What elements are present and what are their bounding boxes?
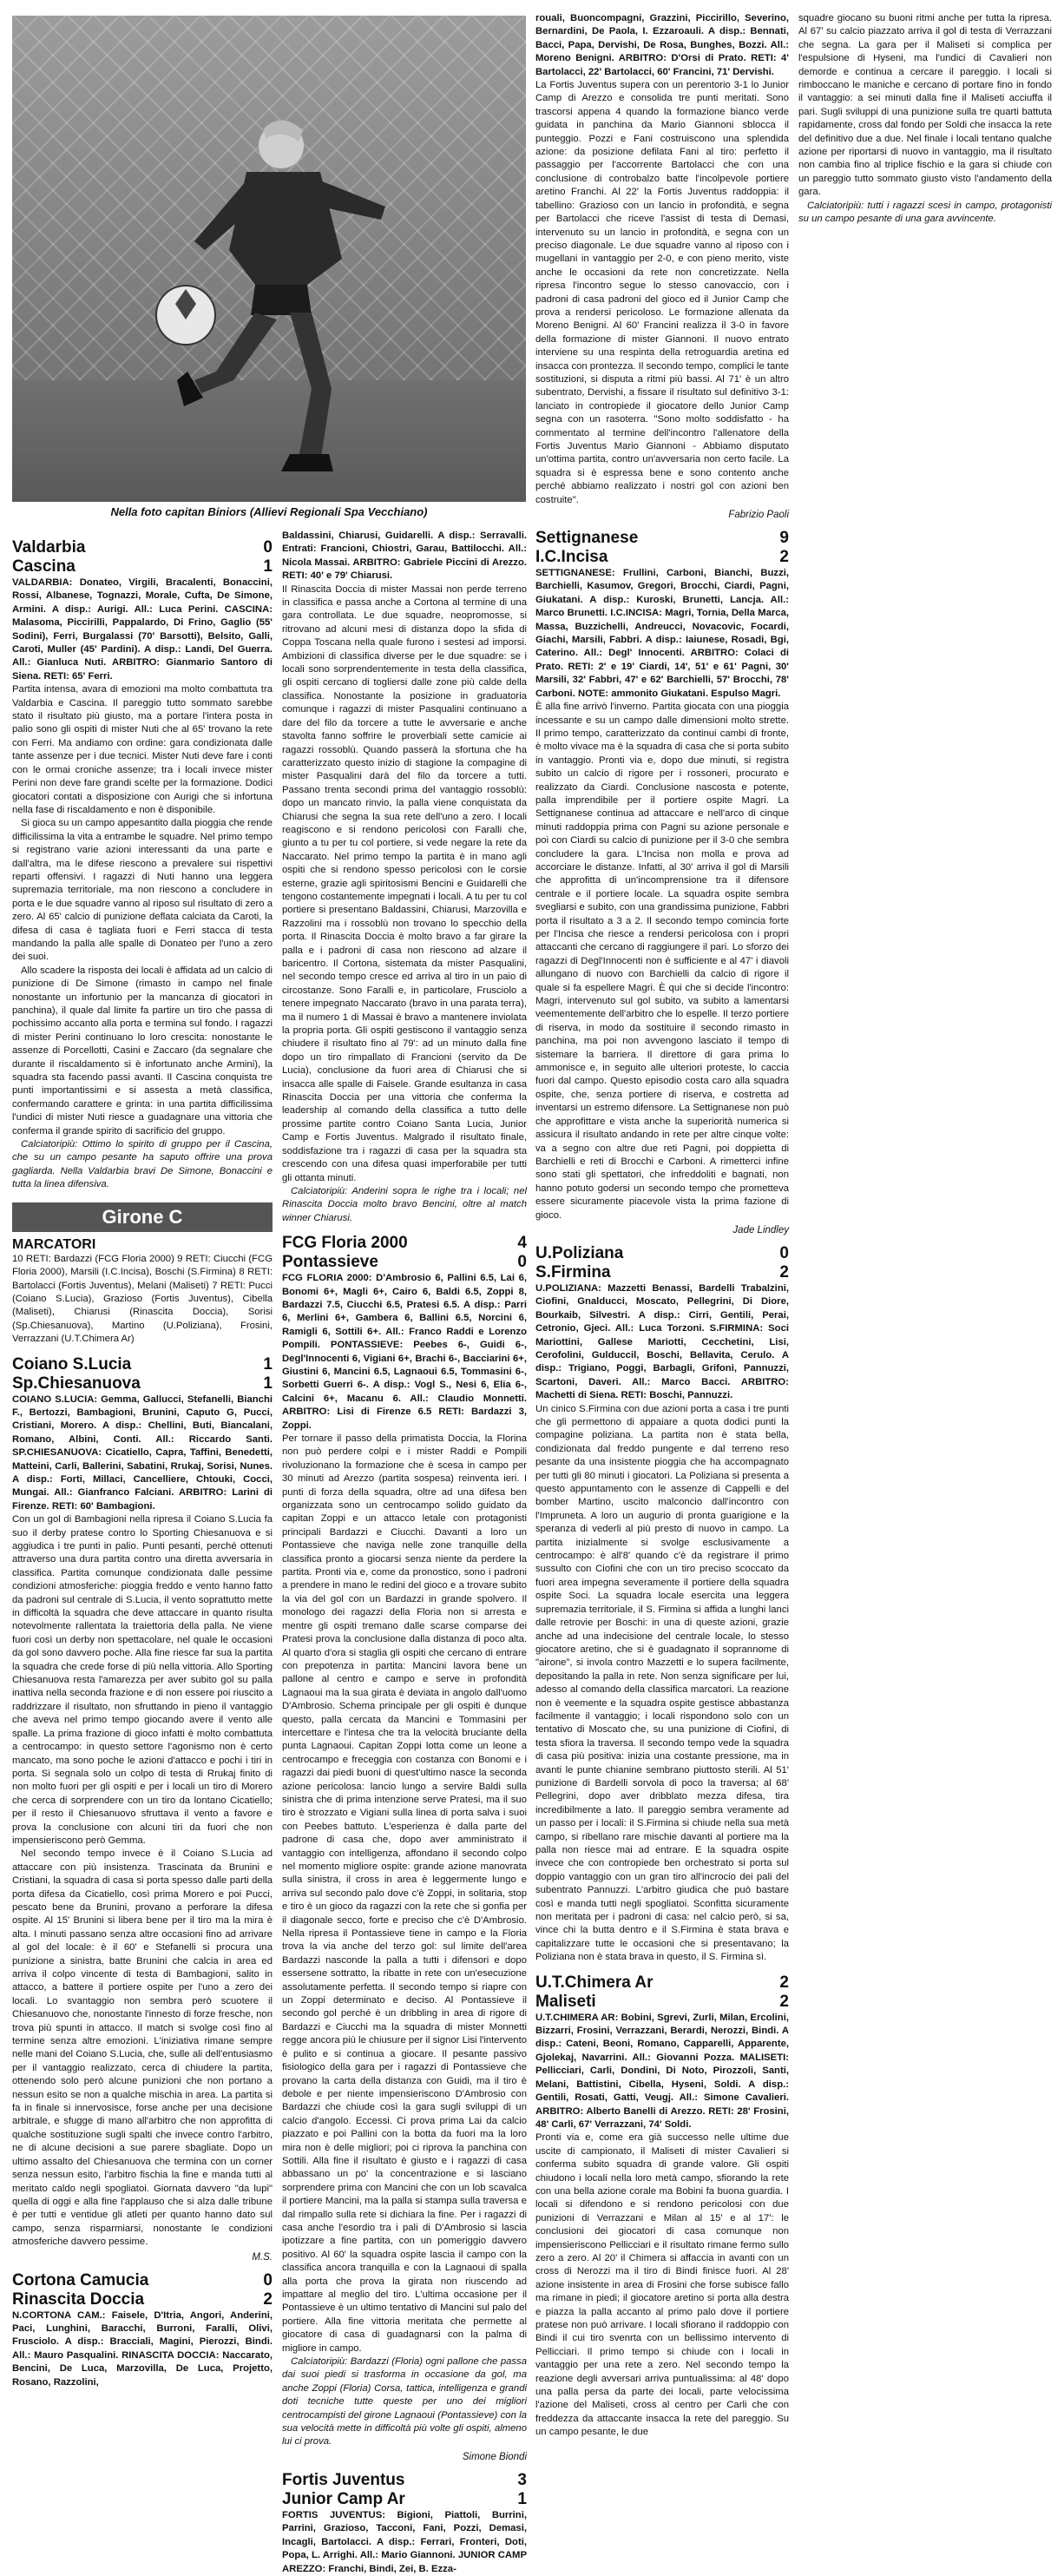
away-team-name: Maliseti (535, 1992, 596, 2011)
column-3 (535, 12, 789, 2440)
away-team-name: S.Firmina (535, 1262, 611, 1281)
match-fortis-juniorcamp (282, 2471, 527, 2576)
away-score: 1 (263, 557, 273, 576)
away-team-name: Sp.Chiesanuova (12, 1374, 141, 1393)
match-report-continuation (798, 12, 1052, 227)
match-cortona-doccia (12, 2271, 273, 2389)
article-author: Simone Biondi (462, 2451, 527, 2462)
match-lineup: FCG FLORIA 2000: D'Ambrosio 6, Pallini 6.5, Lai 6, Bonomi 6+, Magli 6+, Cairo 6, Baldi 6.5, Zoppi 8, Bardazzi 7.5, Ciucchi 6.5, Pratesi 6.5. A disp.: Parri 6, Merlini 6+, Gambera 6, Ballini 6.5, Norcini 6, Ramigli 6, Sottili 6+. All.: Franco Raddi e Lorenzo Pompili. PONTASSIEVE: Peebes 6-, Guidi 6-, Degl'Innocenti 6, Vigiani 6+, Brachi 6-, Bacciarini 6+, Giustini 6, Mancini 6.5, Lagnaoui 6.5, Tommasini 6-, Sorbetti Guerri 6-. A disp.: Vogl S., Nesi 6, Elia 6-, Calcini 6+, Macanu 6. All.: Claudio Monnetti. ARBITRO: Lisi di Firenze 6.5 RETI: Bardazzi 3, Zoppi. (282, 1273, 527, 1431)
home-team-row (12, 2271, 273, 2290)
report-paragraph: Calciatoripiù: tutti i ragazzi scesi in campo, protagonisti su un campo pesante di una gara avvincente. (798, 200, 1052, 225)
match-report (282, 583, 527, 1226)
home-score: 3 (517, 2470, 527, 2489)
home-team-name: Settignanese (535, 529, 639, 548)
away-team-row (282, 1253, 527, 1272)
match-valdarbia-cascina (12, 538, 273, 1192)
away-score: 2 (779, 548, 789, 567)
match-report (12, 683, 273, 1191)
match-report (535, 1403, 789, 1965)
home-team-row (535, 529, 789, 548)
report-paragraph: Calciatoripiù: Bardazzi (Floria) ogni pallone che passa dai suoi piedi si trasforma in occasione da gol, ma anche Zoppi (Floria) Corsa, tattica, intelligenza e grandi doti tecniche tutte queste per uno dei migliori centrocampisti del girone Lagnaoui (Pontassieve) con la sua velocità mette in difficoltà più volte gli ospiti, almeno lui ci prova. (282, 2356, 527, 2448)
match-report (535, 701, 789, 1222)
report-paragraph: È alla fine arrivò l'inverno. Partita giocata con una pioggia incessante e su un campo dalle dimensioni molto strette. Il primo tempo, caratterizzato da continui cambi di fronte, è molto vivace ma è la squadra di casa che si porta subito in vantaggio. Pronti via e, dopo due minuti, si registra subito un calcio di rigore per i rossoneri, procurato e realizzato da Ciardi. Conclusione nascosta e potente, palla imprendibile per il portiere ospite Magri. La Settignanese continua ad attaccare e nell'arco di cinque minuti raddoppia prima con Pagni su azione personale e poi con Ciardi su calcio di punizione per il 3-0 che sembra concludere la gara. L'Incisa non molla e prova ad accorciare le distanze. Infatti, al 30' arriva il gol di Marsili che approfitta di un'incomprensione tra il difensore centrale e il portiere locale. La squadra ospite sembra svegliarsi e subito, con una grandissima punizione, Fabbri porta il risultato a 3 a 2. Il secondo tempo comincia forte per l'Incisa che riesce a rendersi pericolosa con i propri attaccanti che cercano di raggiungere il pari. Lo sforzo dei ragazzi di Degl'Innocenti non è sufficiente e al 47' i diavoli allungano di nuovo con Barchielli da calcio di rigore il quale si fa espellere Magri. È qui che si decide l'incontro: Magri, intervenuto sul gol subito, va subito a lamentarsi veementemente dell'arbitro che lo espelle. Il terzo portiere di riserva, in modo da sostituire il secondo rimasto in panchina, ma poi non avvengono lasciato il tempo di sistemare la barriera. Il direttore di gara prima lo ammonisce e, in seguito alle ulteriori proteste, lo caccia fuori dal campo. Questo episodio costa caro alla squadra ospite, che, senza portiere di riserva, e costretta ad inventarsi un estremo difensore. La Settignanese non può che approfittare e vista anche la superiorità numerica si assicura il risultato andando in rete per altre cinque volte: va a segno con altre due reti Pagni, poi doppietta di Barchielli e reti di Brocchi e Carboni. A rimetterci infine sono stati gli spettatori, che infreddoliti e bagnati, non hanno potuto godersi un secondo tempo che prometteva essere sicuramente piacevole vista la prima fazione di gioco. (535, 702, 789, 1221)
home-score: 1 (263, 1354, 273, 1374)
home-team-name: U.T.Chimera Ar (535, 1973, 654, 1992)
report-paragraph: Pronti via e, come era già successo nelle ultime due uscite di campionato, il Maliseti di mister Cavalieri si conferma subito squadra di grande valore. Gli ospiti chiudono i locali nella loro metà campo, sfiorando la rete con una bella azione corale ma Bobini fa buona guardia. I locali si difendono e si rendono pericolosi con due punizioni di Verrazzani e Milan al 15' e al 17': le conclusioni dei giocatori di casa comunque non impensieriscono Pellicciari e il risultato rimane fermo sullo zero a zero. Al 20' il Chimera si affaccia in avanti con un cross di Nerozzi ma il tiro di Bindi finisce fuori. Al 28' azione insistente in area di Frosini che forse subisce fallo ma rimane in piedi; il giocatore aretino si porta alla destra e piazza la palla accanto al primo palo dove il portiere pratese non può arrivare. I locali sfiorano il raddoppio con Bindi il cui tiro svenrta con un bellissimo intervento di Pellicciari. Il primo tempo si chiude con i locali in vantaggio per una rete a zero. Nel secondo tempo la reazione degli avversari arriva puntualissima: al 48' dopo una palla persa da parte dei locali, parte velocissima l'azione del Maliseti, cross al centro per Carli che con freddezza da attaccante insacca la rete del pareggio. Su un campo pesante, le due (535, 2132, 789, 2438)
away-team-name: Cascina (12, 557, 76, 576)
column-1 (12, 530, 273, 2389)
report-paragraph: Con un gol di Bambagioni nella ripresa il Coiano S.Lucia fa suo il derby pratese contro lo Sporting Chiesanuova e si aggiudica i tre punti in palio. Punti pesanti, perché ottenuti attraverso una dura partita contro una diretta avversaria in classifica. Partita comunque condizionata dalle pessime condizioni atmosferiche: pioggia freddo e vento hanno fatto da padroni sul centrale di S.Lucia, il vento soprattutto mette in difficoltà la squadra che deve attaccare in quanto risulta notevolmente rallentata la traiettoria della palla. Ne viene fuori così un derby non spettacolare, nel quale le occasioni da gol sono davvero poche. Alla fine riesce far sua la partita la squadra che crede forse di più nella vittoria. Allo Sporting Chiesanuova resta l'amarezza per aver subito gol su palla inattiva nella seconda frazione e di non essere poi riuscito a raddrizzare il risultato, non sfruttando in pieno il vantaggio che aveva nel primo tempo giocando avere il vento alle spalle. La prima frazione di gioco infatti è molto combattuta a centrocampo: in questo settore l'agonismo non è certo mancato, ma sono poche le azioni d'attacco e pochi i tiri in porta. Si segnala solo un colpo di testa di Rrukaj finito di non molto fuori per gli ospiti e per i locali un tiro di Morero che cerca di sorprendere con un tiro da lontano Cicatiello; per il resto il Chiesanuovo sfruttava il vento a favore e prova la conclusione con alcuni tiri da fuori che non impensieriscono però Gemma. (12, 1514, 273, 1846)
marcatori-title: MARCATORI (12, 1236, 96, 1252)
match-settignanese-incisa (535, 529, 789, 1235)
home-team-row (282, 2471, 527, 2490)
home-team-name: FCG Floria 2000 (282, 1234, 408, 1253)
match-lineup: COIANO S.LUCIA: Gemma, Gallucci, Stefanelli, Bianchi F., Bertozzi, Bambagioni, Brunini, Caputo G, Pucci, Cristiani, Morero. A disp.: Chellini, Buti, Biancalani, Romano, Albini, Conti. All.: Riccardo Santi. SP.CHIESANUOVA: Cicatiello, Capra, Taffini, Benedetti, Matteini, Carli, Ballerini, Sabatini, Rrukaj, Sorisi, Nunes. A disp.: Forti, Millaci, Cancelliere, Chtouki, Cocci, Mungai. All.: Gianfranco Falciani. ARBITRO: Larini di Firenze. RETI: 60' Bambagioni. (12, 1393, 273, 1512)
match-report (282, 1433, 527, 2449)
home-score: 9 (779, 529, 789, 548)
match-chimera-maliseti (535, 1973, 789, 2440)
match-lineup: VALDARBIA: Donateo, Virgili, Bracalenti, Bonaccini, Rossi, Albanese, Tognazzi, Morale, Cufta, De Simone, Armini. A disp.: Aurigi. All.: Luca Perini. CASCINA: Malasoma, Piccirilli, Pappalardo, Di Frino, Gaglio (55' Sodini), Ferri, Burgalassi (70' Barsotti), Belsito, Galli, Caroti, Muller (45' Pardini). A disp.: Landi, Del Guerra. All.: Gianluca Nuti. ARBITRO: Gianmario Santoro di Siena. RETI: 65' Ferri. (12, 577, 273, 682)
home-team-name: U.Poliziana (535, 1243, 624, 1262)
away-score: 0 (517, 1253, 527, 1272)
match-poliziana-firmina (535, 1244, 789, 1965)
lineup-continuation: rouali, Buoncompagni, Grazzini, Piccirillo, Severino, Bernardini, De Paola, I. Ezzaroauli. A disp.: Bennati, Bacci, Papa, Dervishi, De Rosa, Bunghes, Bozzi. All.: Moreno Benigni. ARBITRO: D'Orsi di Prato. RETI: 4' Bartolacci, 22' Bartolacci, 60' Francini, 71' Dervishi. (535, 13, 789, 77)
marcatori-list: 10 RETI: Bardazzi (FCG Floria 2000) 9 RETI: Ciucchi (FCG Floria 2000), Marsili (I.C.Incisa), Boschi (S.Firmina) 8 RETI: Bartolacci (Fortis Juventus), Melani (Maliseti) 7 RETI: Pucci (Coiano S.Lucia), Grazioso (Fortis Juventus), Cibella (Maliseti), Chiarusi (Rinascita Doccia), Sorisi (Sp.Chiesanuova), Martino (U.Poliziana), Frosini, Verrazzani (U.T.Chimera Ar) (12, 1253, 273, 1345)
away-score: 2 (779, 1992, 789, 2011)
home-score: 0 (263, 2270, 273, 2289)
report-paragraph: Allo scadere la risposta dei locali è affidata ad un calcio di punizione di De Simone (rimasto in campo nel finale nonostante un infortunio per la mancanza di giocatori in panchina), il quale dal limite fa partire un tiro che passa di pochissimo accanto alla porta e termina sul fondo. I ragazzi di mister Perini continuano lo loro crescita: nonostante le assenze di Porcellotti, Casini e Zaccaro (da segnalare che durante il riscaldamento si è infortunato anche Armini), la squadra sta facendo passi avanti. Il Cascina conquista tre punti importantissimi e si assesta a metà classifica, confermando carattere e grinta: in una partita difficilissima l'undici di mister Nuti riesce a guadagnare una vittoria che conferma il grande spirito di sacrificio del gruppo. (12, 965, 273, 1136)
report-paragraph: Si gioca su un campo appesantito dalla pioggia che rende difficilissima la vita a entrambe le squadre. Nel primo tempo si registrano varie azioni interessanti da una parte e dall'altra, ma le difese riescono a prevalere sui rispettivi reparti offensivi. I ragazzi di Nuti hanno una leggera supremazia territoriale, ma non riescono a concludere in porta e le due squadre vanno al riposo sul risultato di zero a zero. Al 65' calcio di punizione deflata calciata da Caroti, la difesa di casa è tagliata fuori e Ferri stacca di testa mandando la palla alle spalle di Donateo per l'uno a zero dei suoi. (12, 818, 273, 963)
article-author: M.S. (252, 2251, 273, 2263)
report-paragraph: Il Rinascita Doccia di mister Massai non perde terreno in classifica e passa anche a Cortona al termine di una gara controllata. Le due squadre, neopromosse, si ritrovano ad alcuni mesi di distanza dopo la sfida di Coppa Toscana nella quale furono i sestesi ad imporsi. Ambizioni di classifica diverse per le due squadre: se i locali sono sorprendentemente in testa della classifica, gli ospiti cercano di togliersi dalle zone più calde della classifica. Nonostante la posizione in graduatoria comunque i ragazzi di mister Pasqualini continuano a dare del filo da torcere a tutte le avversarie e anche stavolta fanno soffrire le proverbiali sette camicie ai ragazzi rossoblù. Quando passerà la sfortuna che ha caratterizzato questo inizio di stagione la compagine di mister Pasqualini darà del filo da torcere a tutti. Passano trenta secondi prima del vantaggio rossoblù: dopo un mancato rinvio, la palla viene conquistata da Chiarusi che segna la sua rete dell'uno a zero. I locali reagiscono e si rendono pericolosi con Faralli che, giunto a tu per tu col portiere, si vede negare la rete da Naccarato. Nel primo tempo la partita è in mano agli ospiti che si rendono spesso pericolosi con le corsie esterne, grazie agli spiritosismi Bencini e Guidarelli che tengono costantemente impegnati i locali. A tu per tu col portiere si presentano Baldassini, Chiarusi, Marzovilla e Razzolini ma i rossoblù non trovano lo specchio della porta. Il Rinascita Doccia è molto bravo a far girare la palla e i padroni di casa non riescono ad alzare il baricentro. Il Cortona, sistemata da mister Pasqualini, nel secondo tempo cresce ed arriva al tiro in un paio di circostanze. Sono Faralli e, in particolare, Frusciolo a tenere impegnato Naccarato (bravo in una parata terra), ma il numero 1 di Massai è bravo a mantenere inviolata la propria porta. Gli ospiti gestiscono il vantaggio senza chiudere il risultato fino al 79': ad un minuto dalla fine dopo un tiro rimpallato di Francioni (servito da De Lucia), conclusione da fuori area di Chiarusi che si insacca alle spalle di Faisele. Grande esultanza in casa Rinascita Doccia per una vittoria che conferma la leadership al comando della classifica a tutto delle prossime partite contro Coiano Santa Lucia, Junior Camp e Fortis Juventus. Malgrado il risultato finale, soddisfazione tra i ragazzi di casa per la squadra sta crescendo con una difesa quasi imperforabile per tutti gli ottanta minuti. (282, 583, 527, 1183)
match-lineup: U.POLIZIANA: Mazzetti Benassi, Bardelli Trabalzini, Ciofini, Gnalducci, Moscato, Pellegrini, Di Diore, Bourkaib, Silvestri. A disp.: Cirri, Gentili, Perai, Cetronio, Gjeci. All.: Luca Torzoni. S.FIRMINA: Soci Mariottini, Gallese Mariotti, Cecchetini, Lisi, Cerofolini, Gulduccil, Boschi, Bellavita, Cerulo. A disp.: Trigiano, Poggi, Barbagli, Grifoni, Pannuzzi, Scartoni, Daveri. All.: Marco Bacci. ARBITRO: Machetti di Siena. RETI: Boschi, Pannuzzi. (535, 1282, 789, 1401)
away-team-name: I.C.Incisa (535, 548, 608, 567)
article-author: Fabrizio Paoli (728, 510, 789, 521)
match-lineup: N.CORTONA CAM.: Faisele, D'Itria, Angori, Anderini, Paci, Lunghini, Baracchi, Burroni, Faralli, Olivi, Frusciolo. A disp.: Bracciali, Magini, Pierozzi, Bindi. All.: Mauro Pasqualini. RINASCITA DOCCIA: Naccarato, Bencini, De Luca, Marzovilla, De Luca, Projetto, Rosano, Razzolini, (12, 2309, 273, 2388)
away-team-row (535, 548, 789, 567)
article-author: Jade Lindley (732, 1224, 789, 1235)
report-paragraph: Nel secondo tempo invece è il Coiano S.Lucia ad attaccare con più insistenza. Trascinata da Brunini e Cristiani, la squadra di casa si porta spesso dalle parti della porta difesa da Cicatiello, così prima Morero e poi Pucci, pescato bene da Brunini, provano a perforare la difesa ospite. Al 15' Brunini si libera bene per il tiro ma la mira è alta. I minuti passano senza altre occasioni fino ad arrivare al gol del locale: è il 60' e Stefanelli si procura una punizione a sinistra, batte Brunini che calcia in area ed arriva il colpo vincente di testa di Bambagioni, salito in attacco, a battere il portiere ospite per l'uno a zero dei locali. Lo svantaggio non sembra però scuotere il Chiesanuovo che, nonostante l'innesto di forze fresche, non trova più spunti in attacco. Il match si svolge così fino al termine senza altre emozioni. L'iniziativa rimane sempre nelle mani del Coiano S.Lucia, che, sulle ali dell'entusiasmo per il vantaggio realizzato, cerca di chiudere la partita, ottenendo solo però alcune punizioni che non portano a nessun esito se non a qualche mischia in area. La partita si fa in finale si innervosisce, forse anche per una decisione arbitrale, e sfugge di mano all'arbitro che non approfitta di qualche sostituzione sugli spalti che invece contro l'arbitro, ne di alcune decisioni a sue parere sbagliate. Dopo un ultimo assalto del Chiesanuova che termina con un corner senza nessun esito, l'arbitro fischia la fine e manda tutti al meritato caldo negli spogliatoi. Giornata davvero "da lupi" quella di oggi e alla fine l'applauso che si alza dalle tribune è per tutti e ventidue gli atleti per quanto hanno dato sul campo, senza risparmiarsi, nonostante le condizioni atmosferiche davvero pessime. (12, 1848, 273, 2248)
home-score: 2 (779, 1973, 789, 1992)
home-team-name: Fortis Juventus (282, 2470, 405, 2489)
match-report (535, 79, 789, 507)
home-score: 0 (263, 538, 273, 557)
home-team-name: Coiano S.Lucia (12, 1354, 132, 1374)
column-2 (282, 530, 527, 2576)
away-team-row (12, 557, 273, 576)
report-paragraph: Un cinico S.Firmina con due azioni porta a casa i tre punti che gli permettono di appaiare a quota dodici punti la compagine poliziana. La partita non è stata bella, condizionata dal freddo pungente e dal terreno reso pesante da una insistente pioggia che ha accompagnato per tutti gli 80 minuti i giocatori. La Poliziana si presenta a questo appuntamento con le assenze di Cappelli e del bomber Martino, uscito malconcio dall'incontro con l'Impruneta. A loro un augurio di pronta guarigione e la speranza di vederli al più presto di nuovo in campo. La partita inizialmente si svolge esclusivamente a centrocampo: è all'8' quando c'è da registrare il primo sussulto con Ciofini che con un tiro preciso scoccato da fuori area impegna severamente il portiere della squadra ospite Soci. La squadra locale esercita una leggera supremazia territoriale, il S. Firmina si affida a lunghi lanci dalle retrovie per Boschi: in una di queste azioni, grazie anche ad una indecisione del centrale locale, lo stesso giocatore aretino, che si è guadagnato il soprannome di "airone", si invola contro Mazzetti e lo supera facilmente, depositando la palla in rete. Non senza significare per lui, adesso al comando della classifica marcatori. La reazione non è veemente e la squadra ospite gestisce abbastanza facilmente il vantaggio; i locali rispondono solo con un tentativo di Moscato che, su una punizione di Ciofini, di testa sfiora la traversa. Il secondo tempo vede la squadra di casa più positiva: inizia una costante pressione, ma in avanti le punte chianine sembrano piuttosto sterili. Al 51' punizione di Bardelli sorvola di poco la traversa; al 68' Pellegrini, dopo aver dribblato mezza difesa, tira incredibilmente a lato. Il pareggio sembra veramente ad un passo per i locali: il S.Firmina si chiude nella sua metà campo, si ribellano rare mischie davanti al portiere ma la palla non riesce mai ad entrare. E la squadra ospite invece che con contropiede ben orchestrato si porta sul doppio vantaggio con un gran tiro all'incrocio dei pali del subentrato Pannuzzi. L'arbitro giudica che può bastare così e manda tutti negli spogliatoi. Sconfitta sicuramente non meritata per i padroni di casa: nel calcio però, si sa, vince chi la butta dentro e il S.Firmina è stata brava e capitalizzare tutte le occasioni che si presentavano; la Poliziana non è stata brava in questo, il S. Firmina sì. (535, 1403, 789, 1963)
report-paragraph: squadre giocano su buoni ritmi anche per tutta la ripresa. Al 67' su calcio piazzato arriva il gol di testa di Verrazzani che segna. La gara per il Maliseti si complica per l'espulsione di Hyseni, ma l'undici di Cavalieri non demorde e continua a cercare il pareggio. I locali si rimboccano le maniche e cercano di portare fino in fondo il vantaggio: a sei minuti dalla fine il Maliseti acciuffa il pari. Sugli sviluppi di una punizione sulla tre quarti battuta rapidamente, cross dal fondo per Soldi che insacca la rete del definitivo due a due. Nel finale i locali tentano qualche azione per riportarsi di nuovo in vantaggio, ma il risultato non cambia fino al triplice fischio e la gara si chiude con un pareggio tutto sommato giusto visto l'andamento della gara. (798, 13, 1052, 198)
home-team-row (12, 538, 273, 557)
away-team-row (535, 1263, 789, 1282)
lineup-continuation: Baldassini, Chiarusi, Guidarelli. A disp.: Serravalli. Entrati: Francioni, Chiostri, Garau, Battilocchi. All.: Nicola Massai. ARBITRO: Gabriele Piccini di Arezzo. RETI: 40' e 79' Chiarusi. (282, 530, 527, 582)
away-team-name: Junior Camp Ar (282, 2489, 405, 2508)
match-report (535, 2131, 789, 2439)
home-team-name: Valdarbia (12, 538, 86, 557)
match-lineup: U.T.CHIMERA AR: Bobini, Sgrevi, Zurli, Milan, Ercolini, Bizzarri, Frosini, Verrazzani, Berardi, Nerozzi, Bindi. A disp.: Cateni, Beoni, Romano, Capparelli, Apparente, Gjolekaj, Navarrini. All.: Giovanni Pozza. MALISETI: Pellicciari, Carli, Dondini, Di Noto, Pirozzoli, Santi, Melani, Battistini, Cibella, Hyseni, Soldi. A disp.: Gentili, Rosati, Gatti, Veugj. All.: Simone Cavalieri. ARBITRO: Alberto Banelli di Arezzo. RETI: 28' Frosini, 48' Carli, 67' Verrazzani, 74' Soldi. (535, 2012, 789, 2130)
section-header-girone: Girone C (12, 1202, 273, 1232)
report-paragraph: Per tornare il passo della primatista Doccia, la Florina non può perdere colpi e i mister Raddi e Pompili rivoluzionano la formazione che è scesa in campo per 30 minuti ad Arezzo (partita sospesa) reinventa ieri. I punti di forza della squadra, oltre ad una difesa ben organizzata sono un centrocampo solido guidato da capitan Zoppi e un attacco letale con protagonisti principali Bardazzi e Ciucchi. Davanti a loro un Pontassieve che naviga nelle zone tranquille della classifica pronto a giocarsi senza niente da perdere la partita. Pronti via e, come da pronostico, sono i padroni a prendere in mano le redini del gioco e a trovare subito la via del gol con un Bardazzi in grande spolvero. Il monologo dei ragazzi della Floria non si arresta e mentre gli ospiti tremano dalle scarse comparse dei Pratesi prova la conclusione dalla distanza di poco alta. Al quarto d'ora si staglia gli ospiti che cercano di entrare con prepotenza in partita: Mancini lavora bene un pallone al centro e campo e serve in profondità Lagnaoui ma la sua girata è deviata in angolo dall'uomo D'Ambrosio. Schema principale per gli ospiti è dunque questo, palla cercata da Mancini e Tommasini per intercettare e l'intesa che tra la velocità bruciante della punta Lagnaoui. Capitan Zoppi lotta come un leone a centrocampo e freceggia con costanza con Bonomi e i ragazzi dai piedi buoni di quest'ultimo nasce la seconda azione pericolosa: lancio lungo a servire Baldi sulla sinistra che di prima intenzione serve Pratesi, ma il suo tiro è strozzato e Vigiani sulla linea di porta salva i suoi con Peebes battuto. L'esperienza è dalla parte del padrone di casa che, dopo aver amministrato il vantaggio con intelligenza, affondano il secondo colpo nel momento migliore ospite: grande azione manovrata sulla sinistra, il cross in area è leggermente lungo e arriva sul secondo palo dove c'è Zoppi, in solitaria, stop e tiro è un gioco da ragazzi con la rete che si gonfia per il diagonale secco, forte e preciso che c'è D'Ambrosio. Nella ripresa il Pontassieve tiene in campo e la Floria trova la via anche del terzo gol: sul limite dell'area Bardazzi nasconde la palla a tutti i difensori e dopo essersene sottratto, la ribatte in rete con un'esecuzione assolutamente perfetta. Il secondo tempo si riapre con un Zoppi determinato e deciso. Al Pontassieve il secondo gol perché è un dribbling in area di rigore di Bardazzi e Ciucchi ma la squadra di mister Monnetti regge ancora più le chiusure per il signor Lisi l'intervento è pulito e si continua a giocare. Il pesante passivo fisiologico della gara per i ragazzi di Pontassieve che provano la carta della distanza con Guidi, ma il tiro è debole e per niente impensieriscono D'Ambrosio con Bardazzi che chiude così la gara sugli sviluppi di un calcio d'angolo. Eccessi. Ci prova prima Lai da calcio piazzato e poi Pallini con la botta da fuori ma la loro mira non è delle migliori; poi ci riprova la panchina con Sottili. Alla fine il risultato è giusto e i ragazzi di casa abbassano un po' la concentrazione e si lasciano sorprendere prima con Mancini che con un lob scavalca il portiere Mancini, ma la palla si stampa sulla traversa e dal rimpallo sulla rete si dichiara la fine. Per i ragazzi di casa anche l'esordio tra i pali di D'Ambrosio si lascia ipotizzare a fine partita, con un pomeriggio davvero positivo. Al 60' la squadra ospite lascia il campo con la classifica ancora tranquilla e con la Lagnaoui di spalla alla porta che prova la girata non riuscendo ad impattare al meglio del tiro. L'ultima occasione per il Pontassieve è un ultimo tentativo di Mancini sul palo del portiere. Alla fine vittoria meritata che permette al giocatore di casa di guadagnarsi con la palma di migliore in campo. (282, 1433, 527, 2354)
home-team-name: Cortona Camucia (12, 2270, 149, 2289)
home-score: 4 (517, 1234, 527, 1253)
photo-caption: Nella foto capitan Biniors (Allievi Regionali Spa Vecchiano) (110, 505, 428, 518)
match-lineup: SETTIGNANESE: Frullini, Carboni, Bianchi, Buzzi, Barchielli, Kasumov, Gregori, Brocchi, Ciardi, Pagni, Giukatani. A disp.: Kuroski, Brunetti, Lancja. All.: Marco Brunetti. I.C.INCISA: Magri, Tornia, Della Marca, Massa, Buzzichelli, Andreucci, Novacovic, Focardi, Giachi, Marsili, Fabbri. A disp.: Iaiunese, Rosadi, Bgi, Caterino. All.: Degl' Innocenti. ARBITRO: Colaci di Prato. RETI: 2' e 19' Ciardi, 14', 51' e 61' Pagni, 30' Marsili, 32' Fabbri, 47' e 62' Barchielli, 57' Brocchi, 78' Carboni. NOTE: ammonito Giukatani. Espulso Magri. (535, 568, 789, 699)
home-team-row (12, 1355, 273, 1374)
away-score: 1 (263, 1374, 273, 1393)
report-paragraph: Calciatoripiù: Anderini sopra le righe tra i locali; nel Rinascita Doccia molto bravo Bencini, oltre al match winner Chiarusi. (282, 1185, 527, 1223)
match-coiano-chiesanuova (12, 1355, 273, 2263)
away-team-row (12, 1374, 273, 1393)
away-team-row (282, 2490, 527, 2509)
match-lineup: FORTIS JUVENTUS: Bigioni, Piattoli, Burrini, Parrini, Grazioso, Tacconi, Fani, Pozzi, Demasi, Incagli, Bartolacci. A disp.: Ferrari, Fronteri, Doti, Popa, L. Arrighi. All.: Mario Giannoni. JUNIOR CAMP AREZZO: Franchi, Bindi, Zei, B. Ezza- (282, 2509, 527, 2574)
report-paragraph: Partita intensa, avara di emozioni ma molto combattuta tra Valdarbia e Cascina. Il pareggio tutto sommato sarebbe stato il risultato più giusto, ma a portare l'intera posta in palio sono gli ospiti di mister Nuti che al 65' trovano la rete con Ferri. Ma andiamo con ordine: gara condizionata dalle tante assenze per i due tecnici. Mister Nuti deve fare i conti con le ormai croniche assenze; tra i locali invece mister Perini non deve fare grandi scelte per la formazione. Dodici giocatori contati a disposizione con Aurigi che si infortuna nella fase di riscaldamento e non è disponibile. (12, 684, 273, 815)
away-team-name: Pontassieve (282, 1253, 378, 1272)
report-paragraph: Calciatoripiù: Ottimo lo spirito di gruppo per il Cascina, che su un campo pesante ha saputo offrire una prova gagliarda. Nella Valdarbia bravi De Simone, Bonaccini e tutta la linea difensiva. (12, 1139, 273, 1190)
football-player-illustration (134, 111, 411, 476)
home-team-row (282, 1234, 527, 1253)
match-report (12, 1513, 273, 2249)
away-score: 2 (779, 1262, 789, 1281)
report-paragraph: La Fortis Juventus supera con un perentorio 3-1 lo Junior Camp di Arezzo e consolida tre punti meritati. Sono trascorsi appena 4 quando la formazione bianco verde guidata in panchina da Mario Giannoni sblocca il punteggio. Pozzi e Fani costruiscono una splendida azione: da posizione defilata Fani al tiro: perfetto il passaggio per l'accorrente Bartolacci che con una conclusione di controbalzo batte l'incolpevole portiere aretino Franchi. Al 22' la Fortis Juventus raddoppia: il tabellino: Grazioso con un lancio in profondità, e segna per Bartolacci che riceve l'assist di testa di Demasi, intervenuto su un lancio in profondità, e segna con un preciso diagonale. Le due squadre vanno al riposo con i mugellani in vantaggio per 2-0, e con pieno merito, viste anche le occasioni da rete non concretizzate. Nella ripresa l'incontro segue lo stesso canovaccio, con i padroni di casa padroni del gioco ed il Junior Camp che prova a rendersi pericoloso. Le formazione allenata da Moreno Benigni. Al 60' Francini realizza il 3-0 in favore della formazione di mister Giannoni. Il nuovo entrato interviene su una respinta della retroguardia aretina ed insacca con prontezza. Il secondo tempo, complici le tante sostituzioni, si disputa a ritmi più bassi. Al 71' è un altro subentrato, Dervishi, a fissare il risultato sul definitivo 3-1: lanciato in contropiede il giocatore dello Junior Camp segna con un rasoterra. "Sono molto soddisfatto - ha commentato al termine dell'incontro l'allenatore della Fortis Juventus Mario Giannoni - Abbiamo disputato un'ottima partita, contro un'avversaria non certo facile. La squadra si è espressa bene e sono contento anche perché abbiamo realizzato i nostri gol con azioni ben costruite". (535, 80, 789, 505)
away-team-name: Rinascita Doccia (12, 2289, 145, 2309)
home-team-row (535, 1244, 789, 1263)
column-4 (798, 12, 1052, 227)
home-team-row (535, 1973, 789, 1993)
away-team-row (12, 2290, 273, 2309)
team-captain-photo (12, 16, 526, 502)
home-score: 0 (779, 1243, 789, 1262)
match-floria-pontassieve (282, 1234, 527, 2462)
away-score: 1 (517, 2489, 527, 2508)
away-team-row (535, 1993, 789, 2012)
away-score: 2 (263, 2289, 273, 2309)
